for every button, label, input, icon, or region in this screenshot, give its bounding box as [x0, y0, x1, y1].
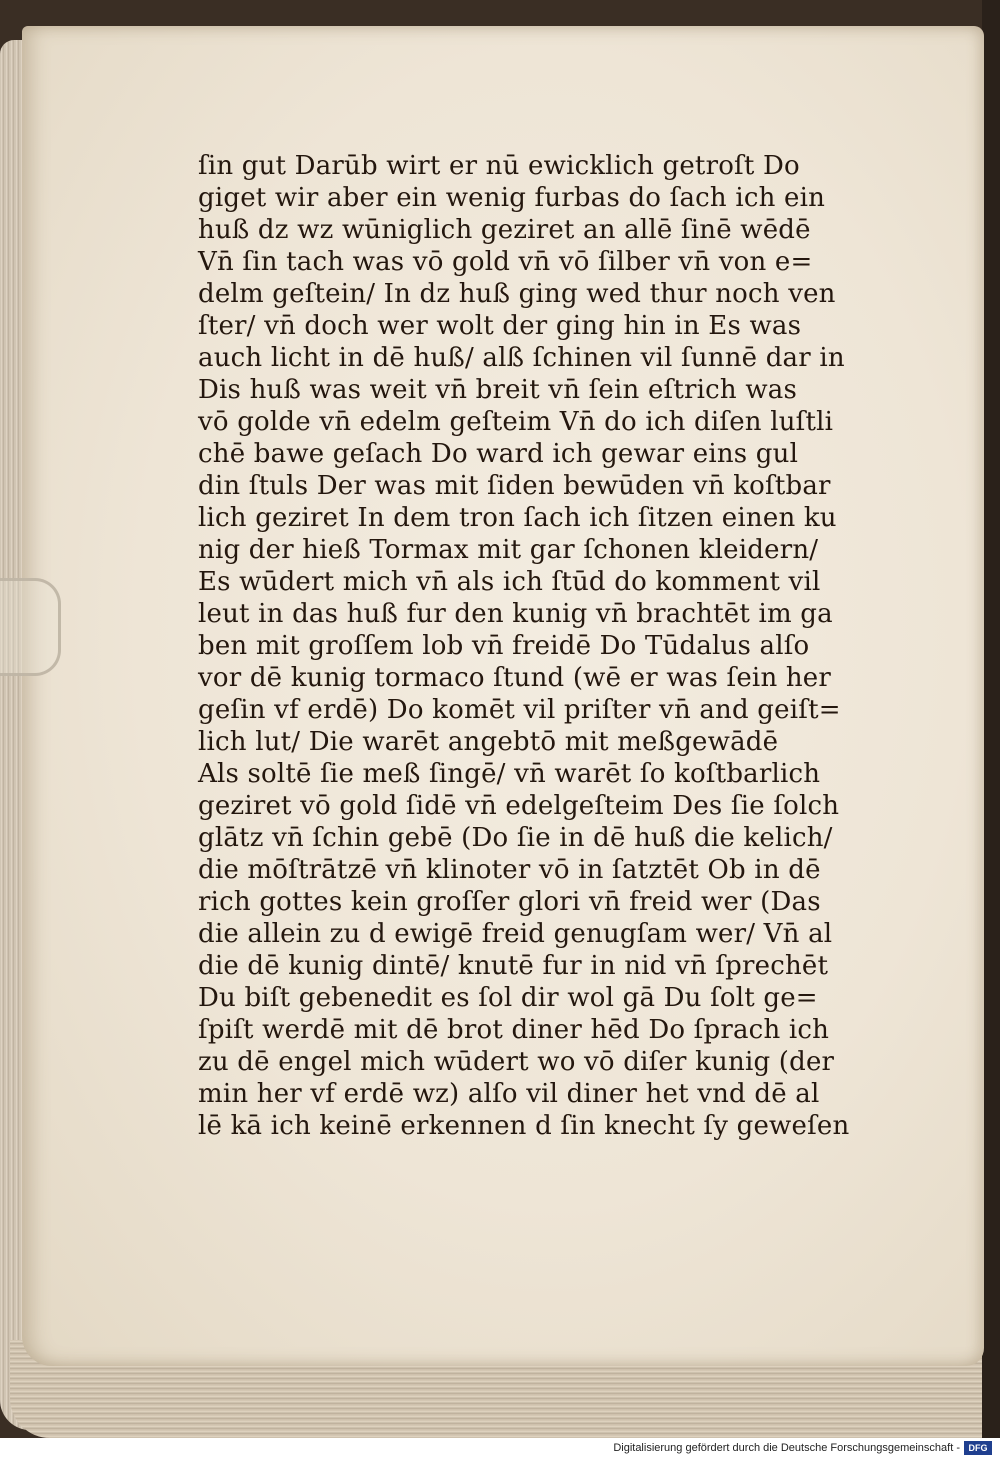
text-line: Dis huß was weit vn̄ breit vn̄ ſein eſtrich was [198, 375, 798, 405]
text-line: die allein zu d ewigē freid genugſam wer/ Vn̄ al [198, 919, 833, 949]
text-line: geſin vf erdē) Do komēt vil priſter vn̄ and geiſt= [198, 695, 841, 725]
text-line: die mōſtrātzē vn̄ klinoter vō in ſatztēt Ob in dē [198, 855, 821, 885]
text-line: geziret vō gold ſidē vn̄ edelgeſteim Des ſie ſolch [198, 791, 840, 821]
page-text-block [198, 150, 858, 1140]
text-line: lē kā ich keinē erkennen d ſin knecht ſy geweſen [198, 1111, 850, 1141]
text-line: delm geſtein/ In dz huß ging wed thur noch ven [198, 279, 836, 309]
dfg-logo: DFG [964, 1441, 992, 1455]
text-line: leut in das huß fur den kunig vn̄ brachtēt im ga [198, 599, 833, 629]
text-line: vor dē kunig tormaco ſtund (wē er was ſein her [198, 663, 832, 693]
text-line: ſin gut Darūb wirt er nū ewicklich getroſt Do [198, 151, 800, 181]
footer-bar [0, 1438, 1000, 1459]
text-line: Vn̄ ſin tach was vō gold vn̄ vō ſilber vn̄ von e= [198, 247, 813, 277]
text-line: vō golde vn̄ edelm geſteim Vn̄ do ich diſen luſtli [198, 407, 834, 437]
binding-shadow [982, 0, 1000, 1438]
text-line: die dē kunig dintē/ knutē fur in nid vn̄ ſprechēt [198, 951, 829, 981]
text-line: Du biſt gebenedit es ſol dir wol gā Du ſolt ge= [198, 983, 818, 1013]
text-line: zu dē engel mich wūdert wo vō diſer kunig (der [198, 1047, 835, 1077]
text-line: ben mit groſſem lob vn̄ freidē Do Tūdalus alſo [198, 631, 810, 661]
text-line: glātz vn̄ ſchin gebē (Do ſie in dē huß die kelich/ [198, 823, 833, 853]
text-line: chē bawe geſach Do ward ich gewar eins gul [198, 439, 799, 469]
text-line: din ſtuls Der was mit ſiden bewūden vn̄ koſtbar [198, 471, 831, 501]
text-line: Es wūdert mich vn̄ als ich ſtūd do komment vil [198, 567, 821, 597]
text-line: auch licht in dē huß/ alß ſchinen vil ſunnē dar in [198, 343, 845, 373]
funding-credit: Digitalisierung gefördert durch die Deutsche Forschungsgemeinschaft - [613, 1442, 960, 1454]
text-line: ſter/ vn̄ doch wer wolt der ging hin in Es was [198, 311, 802, 341]
text-line: giget wir aber ein wenig furbas do ſach ich ein [198, 183, 826, 213]
text-line: Als soltē ſie meß ſingē/ vn̄ warēt ſo koſtbarlich [198, 759, 821, 789]
text-line: rich gottes kein groſſer glori vn̄ freid wer (Das [198, 887, 821, 917]
text-line: lich lut/ Die warēt angebtō mit meßgewādē [198, 727, 779, 757]
text-line: huß dz wz wūniglich geziret an allē ſinē wēdē [198, 215, 811, 245]
text-line: nig der hieß Tormax mit gar ſchonen kleidern/ [198, 535, 819, 565]
text-line: lich geziret In dem tron ſach ich ſitzen einen ku [198, 503, 837, 533]
clasp-mark [0, 578, 61, 676]
text-line: min her vf erdē wz) alſo vil diner het vnd dē al [198, 1079, 820, 1109]
text-line: ſpiſt werdē mit dē brot diner hēd Do ſprach ich [198, 1015, 830, 1045]
